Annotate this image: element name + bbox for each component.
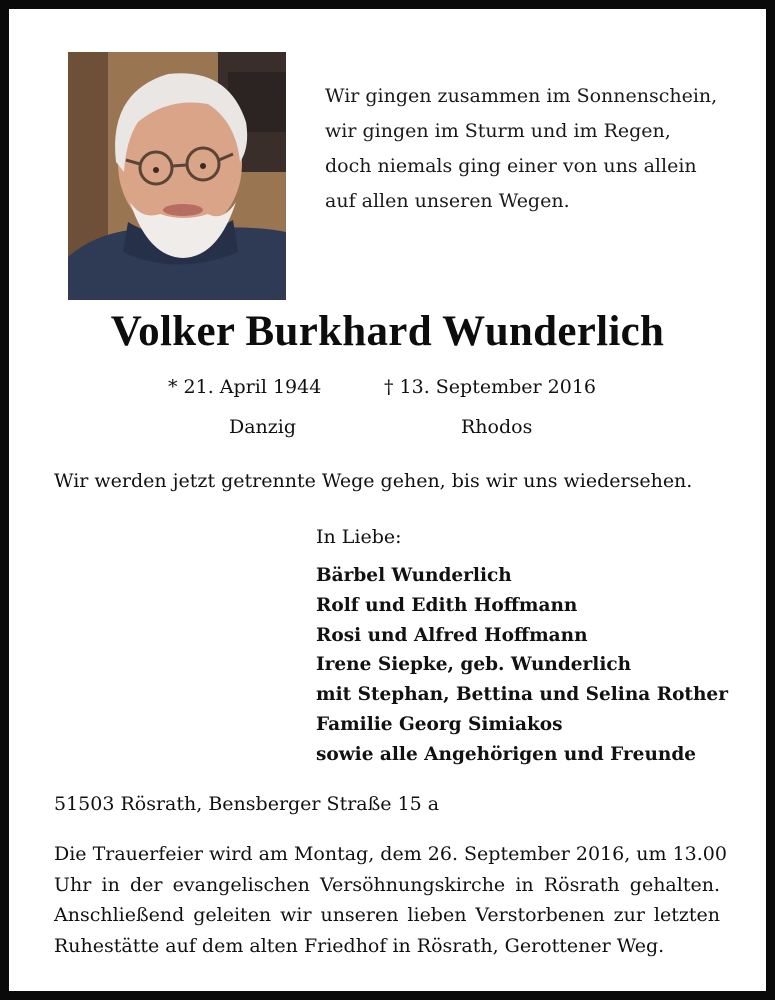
mourner-entry: Familie Georg Simiakos [316, 713, 563, 735]
mourner-entry: Bärbel Wunderlich [316, 565, 512, 586]
mourner-entry: Rolf und Edith Hoffmann [316, 594, 578, 616]
birth-place: Danzig [229, 416, 297, 438]
mourner-entry: sowie alle Angehörigen und Freunde [316, 743, 697, 765]
death-place: Rhodos [461, 416, 533, 438]
farewell-motto: Wir werden jetzt getrennte Wege gehen, bis wir uns wiedersehen. [54, 470, 693, 492]
mourner-entry: Irene Siepke, geb. Wunderlich [316, 654, 632, 676]
mourners-list [316, 561, 728, 770]
poem-line: auf allen unseren Wegen. [325, 190, 570, 212]
portrait-photo [68, 52, 286, 300]
poem-line: doch niemals ging einer von uns allein [325, 155, 697, 177]
family-address: 51503 Rösrath, Bensberger Straße 15 a [54, 793, 440, 815]
death-date: † 13. September 2016 [384, 376, 596, 398]
poem-line: wir gingen im Sturm und im Regen, [325, 120, 671, 142]
birth-date: * 21. April 1944 [168, 376, 322, 398]
funeral-notice-line: Uhr in der evangelischen Versöhnungskirche in Rösrath gehalten. [54, 873, 720, 896]
poem-line: Wir gingen zusammen im Sonnenschein, [325, 85, 718, 107]
funeral-notice-line: Die Trauerfeier wird am Montag, dem 26. September 2016, um 13.00 [54, 843, 727, 865]
portrait-illustration [68, 52, 286, 300]
mourner-entry: mit Stephan, Bettina und Selina Rother [316, 684, 728, 706]
funeral-notice-line: Anschließend geleiten wir unseren lieben Verstorbenen zur letzten [54, 904, 720, 926]
in-love-label: In Liebe: [316, 526, 402, 548]
funeral-notice-line: Ruhestätte auf dem alten Friedhof in Rösrath, Gerottener Weg. [54, 934, 665, 957]
funeral-notice [54, 839, 727, 961]
memorial-poem [325, 79, 745, 219]
deceased-name: Volker Burkhard Wunderlich [110, 308, 665, 355]
mourner-entry: Rosi und Alfred Hoffmann [316, 624, 588, 646]
